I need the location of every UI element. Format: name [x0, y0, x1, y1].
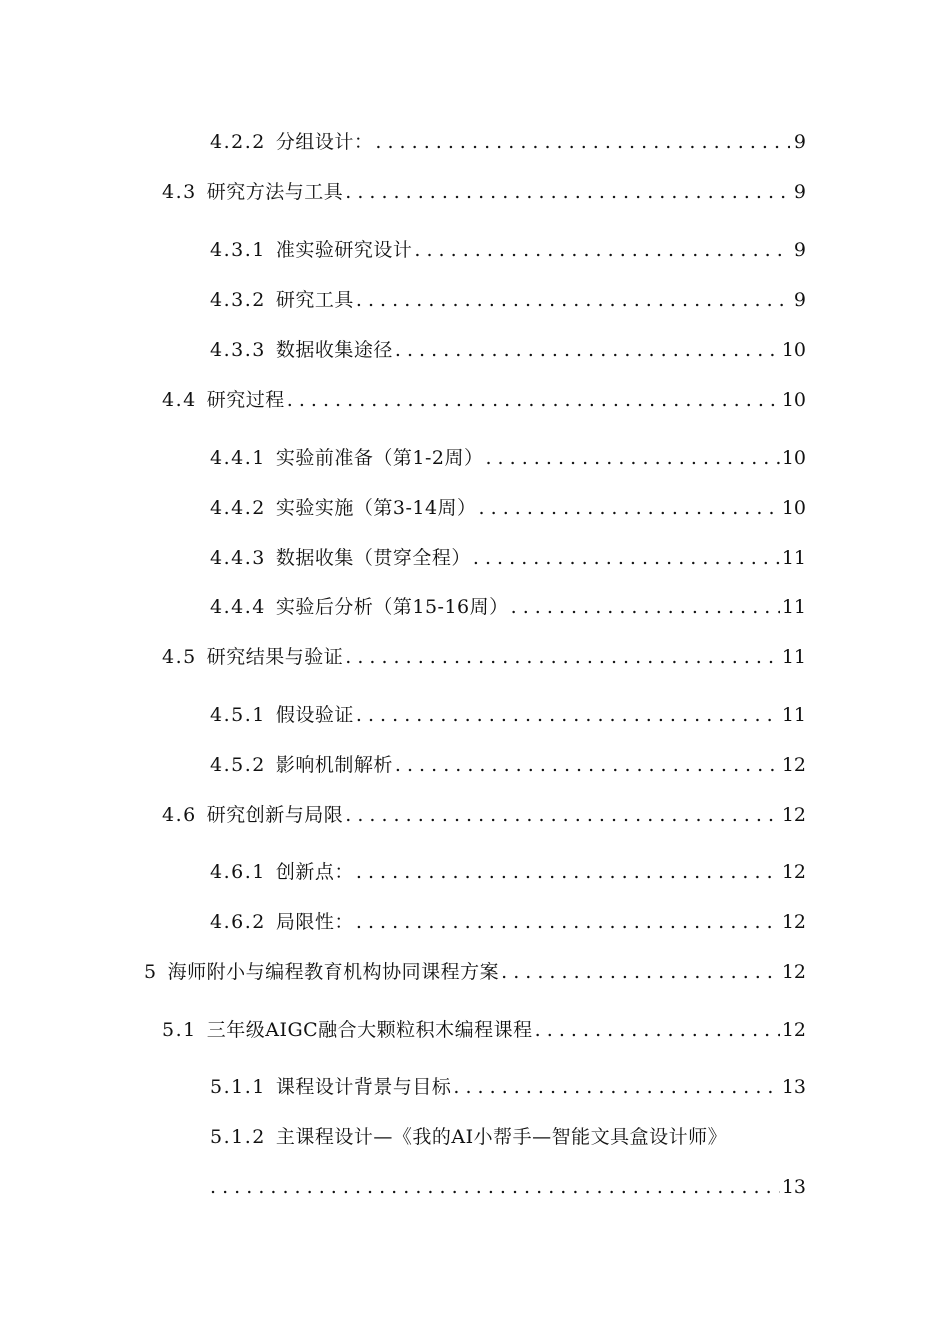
toc-number: 4.3.2	[210, 289, 266, 311]
toc-title: 实验后分析（第15-16周）	[275, 596, 509, 618]
toc-page-number: 11	[781, 547, 806, 569]
toc-number: 4.6.1	[210, 861, 266, 883]
dot-leader	[511, 595, 780, 619]
toc-page-number: 10	[781, 447, 806, 469]
toc-title: 数据收集（贯穿全程）	[275, 547, 471, 569]
toc-title: 准实验研究设计	[275, 239, 413, 261]
toc-page-number: 10	[781, 339, 806, 361]
dot-leader	[501, 960, 780, 984]
toc-number: 4.5.2	[210, 754, 266, 776]
toc-title: 课程设计背景与目标	[275, 1076, 452, 1098]
toc-entry-4-3-3[interactable]	[210, 334, 806, 362]
toc-number: 4.4	[162, 389, 197, 411]
dot-leader	[356, 910, 780, 934]
dot-leader	[479, 496, 780, 520]
dot-leader	[453, 1075, 779, 1099]
dot-leader	[535, 1018, 780, 1042]
toc-number: 5	[144, 961, 158, 983]
toc-page-number: 9	[793, 289, 806, 311]
toc-number: 4.2.2	[210, 131, 266, 153]
toc-entry-4-4-2[interactable]	[210, 492, 806, 520]
toc-entry-4-5-1[interactable]	[210, 699, 806, 727]
toc-title: 影响机制解析	[275, 754, 393, 776]
toc-entry-5-1-2-line1[interactable]	[210, 1121, 806, 1149]
toc-page-number: 13	[781, 1176, 806, 1198]
toc-entry-5-1[interactable]	[162, 1014, 806, 1042]
toc-page-number: 10	[781, 389, 806, 411]
dot-leader	[345, 180, 790, 204]
toc-entry-4-6-2[interactable]	[210, 906, 806, 934]
toc-page-number: 12	[781, 961, 806, 983]
toc-entry-4-4[interactable]	[162, 384, 806, 412]
toc-number: 4.4.2	[210, 497, 266, 519]
toc-title: 局限性：	[275, 911, 354, 933]
dot-leader	[356, 860, 780, 884]
toc-number: 4.4.3	[210, 547, 266, 569]
toc-entry-5-1-1[interactable]	[210, 1071, 806, 1099]
dot-leader	[345, 803, 780, 827]
toc-page-number: 12	[781, 861, 806, 883]
toc-number: 4.6	[162, 804, 197, 826]
toc-entry-4-3[interactable]	[162, 176, 806, 204]
toc-title: 研究结果与验证	[206, 646, 344, 668]
dot-leader	[345, 645, 780, 669]
toc-title: 假设验证	[275, 704, 354, 726]
dot-leader	[485, 446, 779, 470]
toc-number: 4.3	[162, 181, 197, 203]
dot-leader	[473, 546, 780, 570]
toc-title: 创新点：	[275, 861, 354, 883]
toc-entry-4-5-2[interactable]	[210, 749, 806, 777]
toc-title: 数据收集途径	[275, 339, 393, 361]
toc-page-number: 12	[781, 804, 806, 826]
toc-page-number: 10	[781, 497, 806, 519]
toc-title: 研究过程	[206, 389, 285, 411]
toc-title: 三年级AIGC融合大颗粒积木编程课程	[206, 1019, 533, 1041]
toc-title: 研究工具	[275, 289, 354, 311]
dot-leader	[356, 288, 790, 312]
toc-number: 4.6.2	[210, 911, 266, 933]
toc-entry-5[interactable]	[144, 956, 806, 984]
toc-number: 4.4.4	[210, 596, 266, 618]
toc-number: 4.5	[162, 646, 197, 668]
dot-leader	[287, 388, 780, 412]
toc-entry-4-6[interactable]	[162, 799, 806, 827]
toc-entry-4-4-1[interactable]	[210, 442, 806, 470]
toc-page-number: 11	[781, 646, 806, 668]
dot-leader	[210, 1175, 780, 1199]
toc-entry-4-4-3[interactable]	[210, 542, 806, 570]
toc-entry-4-6-1[interactable]	[210, 856, 806, 884]
toc-number: 5.1.2	[210, 1126, 266, 1148]
toc-entry-4-2-2[interactable]	[210, 126, 806, 154]
dot-leader	[356, 703, 780, 727]
toc-number: 4.5.1	[210, 704, 266, 726]
dot-leader	[375, 130, 790, 154]
toc-title: 海师附小与编程教育机构协同课程方案	[167, 961, 500, 983]
toc-number: 5.1.1	[210, 1076, 266, 1098]
toc-number: 4.4.1	[210, 447, 266, 469]
toc-number: 5.1	[162, 1019, 197, 1041]
toc-entry-4-3-2[interactable]	[210, 284, 806, 312]
toc-page-number: 9	[793, 239, 806, 261]
toc-entry-5-1-2-line2[interactable]	[210, 1171, 806, 1199]
toc-page-number: 12	[781, 1019, 806, 1041]
toc-title: 实验前准备（第1-2周）	[275, 447, 484, 469]
toc-title: 研究创新与局限	[206, 804, 344, 826]
dot-leader	[395, 338, 780, 362]
toc-page-number: 13	[781, 1076, 806, 1098]
toc-page-number: 9	[793, 131, 806, 153]
toc-title: 主课程设计—《我的AI小帮手—智能文具盒设计师》	[275, 1126, 728, 1148]
toc-page-number: 11	[781, 596, 806, 618]
toc-title: 实验实施（第3-14周）	[275, 497, 477, 519]
toc-entry-4-4-4[interactable]	[210, 591, 806, 619]
dot-leader	[414, 238, 790, 262]
toc-number: 4.3.3	[210, 339, 266, 361]
toc-page-number: 12	[781, 754, 806, 776]
toc-entry-4-3-1[interactable]	[210, 234, 806, 262]
toc-entry-4-5[interactable]	[162, 641, 806, 669]
toc-page-number: 12	[781, 911, 806, 933]
toc-page-number: 9	[793, 181, 806, 203]
dot-leader	[395, 753, 780, 777]
toc-title: 研究方法与工具	[206, 181, 344, 203]
toc-page-number: 11	[781, 704, 806, 726]
toc-title: 分组设计：	[275, 131, 374, 153]
toc-number: 4.3.1	[210, 239, 266, 261]
